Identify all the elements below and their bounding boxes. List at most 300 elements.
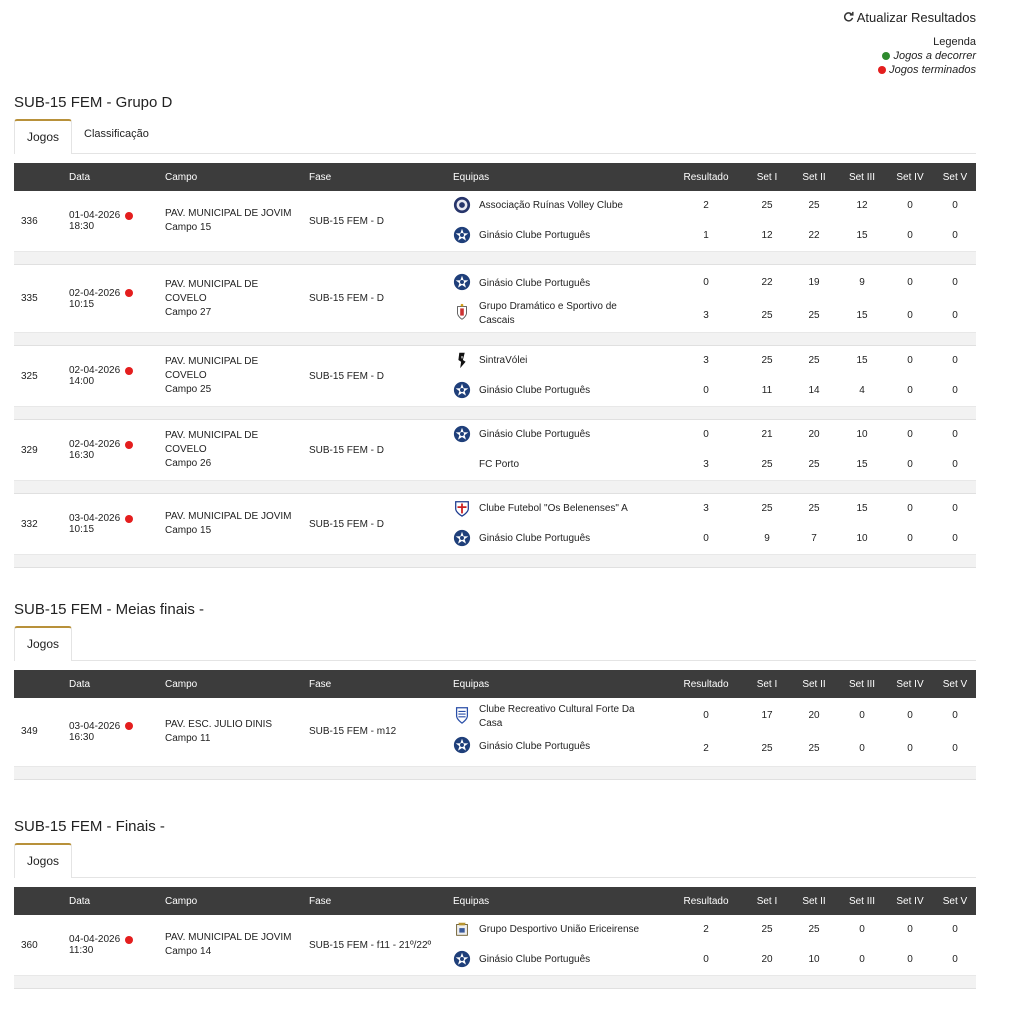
col-equipas: Equipas: [453, 678, 490, 690]
row-separator: [14, 976, 976, 989]
team-away[interactable]: [453, 221, 668, 251]
game-campo-cell: [165, 420, 309, 481]
finished-dot-icon: [125, 289, 133, 297]
team-home-name: Grupo Desportivo União Ericeirense: [479, 924, 640, 935]
home-score: 2: [703, 924, 709, 935]
score-cell: [668, 698, 744, 766]
col-fase: Fase: [309, 171, 332, 183]
home-score: 10: [856, 429, 868, 440]
game-date-cell: [69, 494, 165, 555]
campo-name: PAV. MUNICIPAL DE JOVIM: [165, 511, 292, 522]
campo-name: PAV. MUNICIPAL DE JOVIM: [165, 932, 292, 943]
tab-jogos[interactable]: Jogos: [14, 626, 72, 661]
belenenses-crest-icon: [453, 499, 471, 520]
col-fase: Fase: [309, 678, 332, 690]
score-cell: [744, 915, 790, 976]
score-cell: [668, 915, 744, 976]
home-score: 0: [952, 429, 958, 440]
finished-dot-icon: [125, 212, 133, 220]
score-cell: [886, 265, 934, 333]
col-data: Data: [69, 678, 91, 690]
home-score: 0: [703, 709, 709, 721]
col-set1: Set I: [756, 171, 778, 183]
col-campo: Campo: [165, 678, 198, 690]
team-home[interactable]: [453, 702, 668, 732]
game-date: 04-04-2026: [69, 934, 121, 945]
team-away[interactable]: [453, 945, 668, 975]
game-campo-cell: [165, 698, 309, 766]
col-campo: Campo: [165, 895, 198, 907]
score-cell: [838, 494, 886, 555]
row-separator: [14, 252, 976, 265]
game-row[interactable]: [14, 191, 976, 252]
campo-court: Campo 11: [165, 732, 211, 744]
score-cell: [790, 265, 838, 333]
score-cell: [668, 265, 744, 333]
team-home[interactable]: [453, 191, 668, 221]
section-title: SUB-15 FEM - Grupo D: [14, 94, 173, 111]
away-score: 0: [907, 309, 913, 321]
home-score: 0: [703, 276, 709, 288]
game-fase: SUB-15 FEM - D: [309, 346, 453, 407]
score-cell: [668, 494, 744, 555]
game-id: 332: [14, 494, 69, 555]
games-table: [14, 670, 976, 780]
away-score: 0: [907, 385, 913, 396]
row-separator: [14, 333, 976, 346]
home-score: 25: [808, 355, 820, 366]
score-cell: [668, 346, 744, 407]
tab-bar: [14, 843, 976, 878]
score-cell: [838, 915, 886, 976]
game-time: 16:30: [69, 731, 95, 743]
home-score: 25: [808, 200, 820, 211]
away-score: 2: [703, 742, 709, 754]
team-home-name: SintraVólei: [479, 355, 528, 366]
away-score: 20: [761, 954, 773, 965]
team-away-name: Ginásio Clube Português: [479, 533, 591, 544]
col-set1: Set I: [756, 678, 778, 690]
away-score: 0: [952, 954, 958, 965]
row-separator: [14, 555, 976, 568]
score-cell: [744, 420, 790, 481]
score-cell: [744, 191, 790, 252]
game-date-cell: [69, 191, 165, 252]
away-score: 0: [907, 954, 913, 965]
score-cell: [790, 494, 838, 555]
game-date: 03-04-2026: [69, 513, 121, 524]
legend-title: Legenda: [933, 36, 976, 48]
team-home-name: Ginásio Clube Português: [479, 277, 591, 289]
ginasio-crest-icon: [453, 736, 471, 757]
section-title: SUB-15 FEM - Meias finais -: [14, 601, 205, 618]
team-away-name: FC Porto: [479, 459, 520, 470]
game-date-cell: [69, 265, 165, 333]
col-set2: Set II: [802, 678, 826, 690]
game-fase: SUB-15 FEM - D: [309, 420, 453, 481]
col-data: Data: [69, 895, 91, 907]
row-separator: [14, 766, 976, 779]
score-cell: [886, 420, 934, 481]
game-campo-cell: [165, 346, 309, 407]
campo-court: Campo 27: [165, 306, 212, 318]
green-dot-icon: [882, 52, 890, 60]
team-away[interactable]: [453, 299, 668, 329]
campo-court: Campo 26: [165, 458, 212, 469]
ginasio-crest-icon: [453, 381, 471, 402]
away-score: 10: [856, 533, 868, 544]
row-separator: [14, 481, 976, 494]
refresh-label: Atualizar Resultados: [856, 10, 976, 25]
away-score: 25: [761, 309, 773, 321]
game-teams-cell: [453, 698, 668, 766]
game-date: 02-04-2026: [69, 439, 121, 450]
away-score: 25: [808, 459, 820, 470]
team-away[interactable]: [453, 450, 668, 480]
col-resultado: Resultado: [683, 171, 729, 183]
tab-jogos[interactable]: Jogos: [14, 843, 72, 878]
away-score: 4: [859, 385, 865, 396]
game-teams-cell: [453, 346, 668, 407]
score-cell: [790, 191, 838, 252]
team-home-name: Clube Recreativo Cultural Forte Da Casa: [479, 703, 635, 729]
score-cell: [886, 494, 934, 555]
tab-classificacao[interactable]: Classificação: [84, 128, 149, 140]
home-score: 25: [761, 503, 773, 514]
away-score: 0: [907, 459, 913, 470]
home-score: 15: [856, 355, 868, 366]
score-cell: [744, 346, 790, 407]
score-cell: [934, 346, 976, 407]
game-teams-cell: [453, 420, 668, 481]
away-score: 25: [808, 742, 820, 754]
tab-bar: [14, 119, 976, 154]
home-score: 22: [761, 276, 773, 288]
away-score: 0: [907, 742, 913, 754]
table-header: [14, 163, 976, 191]
fortecasa-crest-icon: [453, 706, 471, 727]
campo-name: PAV. MUNICIPAL DE COVELO: [165, 278, 259, 304]
home-score: 2: [703, 200, 709, 211]
home-score: 3: [703, 355, 709, 366]
game-time: 16:30: [69, 450, 95, 461]
team-home[interactable]: [453, 915, 668, 945]
game-time: 10:15: [69, 524, 95, 535]
score-cell: [744, 494, 790, 555]
game-date-cell: [69, 915, 165, 976]
game-row[interactable]: [14, 698, 976, 766]
away-score: 9: [764, 533, 770, 544]
red-dot-icon: [878, 66, 886, 74]
col-set4: Set IV: [896, 171, 924, 183]
finished-dot-icon: [125, 441, 133, 449]
ginasio-crest-icon: [453, 226, 471, 247]
score-cell: [790, 915, 838, 976]
table-header: [14, 670, 976, 698]
home-score: 0: [907, 503, 913, 514]
home-score: 21: [761, 429, 773, 440]
score-cell: [790, 420, 838, 481]
score-cell: [838, 420, 886, 481]
away-score: 0: [859, 742, 865, 754]
score-cell: [886, 915, 934, 976]
game-fase: SUB-15 FEM - D: [309, 494, 453, 555]
game-fase: SUB-15 FEM - D: [309, 265, 453, 333]
cascais-crest-icon: [453, 303, 471, 324]
col-set2: Set II: [802, 895, 826, 907]
team-away[interactable]: [453, 732, 668, 762]
home-score: 0: [859, 924, 865, 935]
finished-dot-icon: [125, 936, 133, 944]
game-campo-cell: [165, 191, 309, 252]
home-score: 0: [907, 924, 913, 935]
game-row[interactable]: [14, 346, 976, 407]
home-score: 3: [703, 503, 709, 514]
legend-finished-label: Jogos terminados: [889, 64, 976, 76]
away-score: 11: [761, 385, 773, 396]
table-header: [14, 887, 976, 915]
away-score: 15: [856, 459, 868, 470]
away-score: 10: [808, 954, 820, 965]
team-home[interactable]: [453, 420, 668, 450]
finished-dot-icon: [125, 367, 133, 375]
campo-court: Campo 14: [165, 946, 212, 957]
game-fase: SUB-15 FEM - m12: [309, 698, 453, 766]
game-teams-cell: [453, 494, 668, 555]
home-score: 0: [952, 709, 958, 721]
team-away[interactable]: [453, 524, 668, 554]
home-score: 20: [808, 709, 820, 721]
home-score: 17: [761, 709, 773, 721]
away-score: 0: [907, 230, 913, 241]
col-data: Data: [69, 171, 91, 183]
away-score: 15: [856, 230, 868, 241]
ericeirense-crest-icon: [453, 920, 471, 941]
away-score: 0: [703, 385, 709, 396]
home-score: 0: [952, 355, 958, 366]
home-score: 0: [703, 429, 709, 440]
col-set3: Set III: [848, 895, 876, 907]
game-time: 14:00: [69, 376, 95, 387]
away-score: 14: [808, 385, 820, 396]
legend-finished: [843, 63, 976, 77]
col-campo: Campo: [165, 171, 198, 183]
game-date: 02-04-2026: [69, 287, 121, 299]
col-set5: Set V: [942, 171, 968, 183]
away-score: 0: [952, 459, 958, 470]
finished-dot-icon: [125, 722, 133, 730]
home-score: 0: [952, 200, 958, 211]
home-score: 0: [907, 429, 913, 440]
team-away-name: Grupo Dramático e Sportivo de Cascais: [479, 300, 617, 326]
game-row[interactable]: [14, 494, 976, 555]
game-date: 02-04-2026: [69, 365, 121, 376]
away-score: 22: [808, 230, 820, 241]
home-score: 0: [907, 276, 913, 288]
score-cell: [886, 698, 934, 766]
game-date: 03-04-2026: [69, 720, 121, 732]
col-set3: Set III: [848, 678, 876, 690]
team-away[interactable]: [453, 376, 668, 406]
section-title: SUB-15 FEM - Finais -: [14, 818, 165, 835]
team-home[interactable]: [453, 346, 668, 376]
score-cell: [934, 420, 976, 481]
campo-name: PAV. ESC. JULIO DINIS: [165, 718, 273, 730]
campo-court: Campo 15: [165, 525, 212, 536]
row-separator: [14, 407, 976, 420]
game-campo-cell: [165, 494, 309, 555]
team-away-name: Ginásio Clube Português: [479, 740, 591, 752]
home-score: 0: [859, 709, 865, 721]
home-score: 15: [856, 503, 868, 514]
away-score: 3: [703, 459, 709, 470]
tab-jogos[interactable]: Jogos: [14, 119, 72, 154]
game-time: 11:30: [69, 945, 94, 956]
finished-dot-icon: [125, 515, 133, 523]
game-fase: SUB-15 FEM - f11 - 21º/22º: [309, 915, 453, 976]
header-area: [843, 10, 976, 77]
game-fase: SUB-15 FEM - D: [309, 191, 453, 252]
score-cell: [668, 420, 744, 481]
ginasio-crest-icon: [453, 425, 471, 446]
col-set5: Set V: [942, 678, 968, 690]
score-cell: [838, 698, 886, 766]
col-resultado: Resultado: [683, 895, 729, 907]
blank-crest-icon: [453, 455, 471, 476]
section-grupo-d: [14, 93, 976, 568]
away-score: 0: [703, 533, 709, 544]
team-home-name: Associação Ruínas Volley Clube: [479, 200, 623, 211]
legend-live-label: Jogos a decorrer: [893, 50, 976, 62]
campo-court: Campo 15: [165, 222, 212, 233]
team-away-name: Ginásio Clube Português: [479, 385, 591, 396]
home-score: 0: [952, 503, 958, 514]
score-cell: [790, 346, 838, 407]
game-time: 10:15: [69, 298, 95, 310]
col-set3: Set III: [848, 171, 876, 183]
home-score: 25: [761, 924, 773, 935]
col-set1: Set I: [756, 895, 778, 907]
away-score: 0: [703, 954, 709, 965]
score-cell: [668, 191, 744, 252]
away-score: 0: [952, 230, 958, 241]
home-score: 12: [856, 200, 868, 211]
col-id: [14, 670, 69, 698]
away-score: 0: [952, 742, 958, 754]
game-id: 335: [14, 265, 69, 333]
score-cell: [886, 191, 934, 252]
sintra-crest-icon: [453, 351, 471, 372]
col-set5: Set V: [942, 895, 968, 907]
col-fase: Fase: [309, 895, 332, 907]
ginasio-crest-icon: [453, 273, 471, 294]
game-row[interactable]: [14, 915, 976, 976]
section-finais: [14, 817, 976, 989]
away-score: 0: [952, 385, 958, 396]
game-campo-cell: [165, 915, 309, 976]
away-score: 7: [811, 533, 817, 544]
col-resultado: Resultado: [683, 678, 729, 690]
score-cell: [838, 346, 886, 407]
game-time: 18:30: [69, 221, 95, 232]
away-score: 25: [808, 309, 820, 321]
team-away-name: Ginásio Clube Português: [479, 954, 591, 965]
team-home-name: Ginásio Clube Português: [479, 429, 591, 440]
legend-live: [843, 49, 976, 63]
team-home-name: Clube Futebol "Os Belenenses" A: [479, 503, 628, 514]
games-table: [14, 163, 976, 568]
game-id: 325: [14, 346, 69, 407]
home-score: 19: [808, 276, 820, 288]
campo-name: PAV. MUNICIPAL DE COVELO: [165, 356, 259, 381]
score-cell: [934, 698, 976, 766]
col-equipas: Equipas: [453, 171, 490, 183]
game-teams-cell: [453, 265, 668, 333]
away-score: 12: [761, 230, 773, 241]
game-id: 349: [14, 698, 69, 766]
home-score: 0: [952, 924, 958, 935]
away-score: 25: [761, 459, 773, 470]
game-row[interactable]: [14, 265, 976, 333]
games-table: [14, 887, 976, 989]
col-set2: Set II: [802, 171, 826, 183]
team-home[interactable]: [453, 269, 668, 299]
score-cell: [934, 494, 976, 555]
refresh-icon: [843, 10, 854, 25]
score-cell: [934, 191, 976, 252]
ruinas-crest-icon: [453, 196, 471, 217]
game-id: 336: [14, 191, 69, 252]
col-id: [14, 887, 69, 915]
away-score: 0: [952, 309, 958, 321]
away-score: 3: [703, 309, 709, 321]
home-score: 25: [761, 200, 773, 211]
col-set4: Set IV: [896, 895, 924, 907]
home-score: 20: [808, 429, 820, 440]
score-cell: [886, 346, 934, 407]
away-score: 15: [856, 309, 868, 321]
campo-name: PAV. MUNICIPAL DE COVELO: [165, 430, 259, 455]
game-teams-cell: [453, 191, 668, 252]
home-score: 25: [761, 355, 773, 366]
campo-name: PAV. MUNICIPAL DE JOVIM: [165, 208, 292, 219]
home-score: 25: [808, 503, 820, 514]
game-row[interactable]: [14, 420, 976, 481]
away-score: 0: [952, 533, 958, 544]
game-campo-cell: [165, 265, 309, 333]
score-cell: [744, 265, 790, 333]
score-cell: [838, 265, 886, 333]
col-set4: Set IV: [896, 678, 924, 690]
score-cell: [838, 191, 886, 252]
home-score: 0: [907, 200, 913, 211]
game-date-cell: [69, 420, 165, 481]
home-score: 0: [907, 709, 913, 721]
score-cell: [790, 698, 838, 766]
game-id: 329: [14, 420, 69, 481]
campo-court: Campo 25: [165, 384, 212, 395]
game-date-cell: [69, 346, 165, 407]
game-date: 01-04-2026: [69, 210, 121, 221]
score-cell: [934, 265, 976, 333]
game-teams-cell: [453, 915, 668, 976]
ginasio-crest-icon: [453, 529, 471, 550]
refresh-results-button[interactable]: [843, 10, 976, 25]
home-score: 0: [907, 355, 913, 366]
legend: [843, 35, 976, 77]
home-score: 9: [859, 276, 865, 288]
team-home[interactable]: [453, 494, 668, 524]
